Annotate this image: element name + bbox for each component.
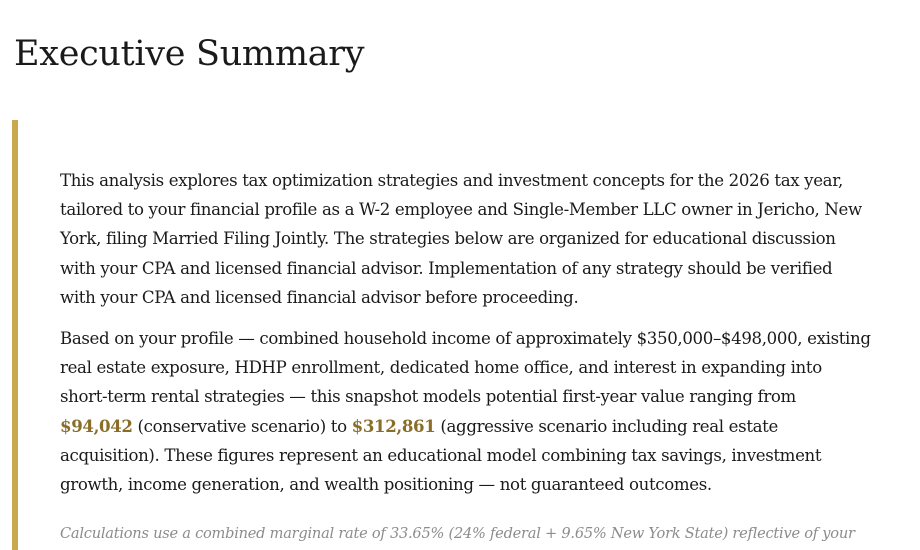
summary-paragraph-profile bbox=[60, 324, 872, 499]
page-title: Executive Summary bbox=[14, 34, 365, 74]
summary-paragraph-profile-text bbox=[60, 324, 872, 499]
summary-content bbox=[60, 166, 872, 547]
calculation-footnote: Calculations use a combined marginal rate of 33.65% (24% federal + 9.65% New York State) reflective of your bbox=[60, 525, 855, 543]
aggressive-value: $312,861 bbox=[351, 415, 436, 436]
profile-text-part1: Based on your profile — combined household income of approximately $350,000–$498,000, existing real estate exposure, HDHP enrollment, dedicated home office, and interest in expanding into short-term rental strategies — this snapshot models potential first-year value ranging from bbox=[60, 329, 871, 407]
profile-text-part2: (conservative scenario) to bbox=[132, 416, 352, 436]
summary-paragraph-intro-text: This analysis explores tax optimization strategies and investment concepts for the 2026 tax year, tailored to your financial profile as a W-2 employee and Single-Member LLC owner in Jericho, New York, filing Married Filing Jointly. The strategies below are organized for educational discussion with your CPA and licensed financial advisor. Implementation of any strategy should be verified with your CPA and licensed financial advisor before proceeding. bbox=[60, 171, 862, 307]
summary-paragraph-intro bbox=[60, 166, 872, 312]
profile-text-part3: (aggressive scenario including real estate acquisition). These figures represent an educational model combining tax savings, investment growth, income generation, and wealth positioning — not guaranteed outcomes. bbox=[60, 416, 822, 495]
executive-summary-callout bbox=[12, 120, 892, 550]
conservative-value: $94,042 bbox=[60, 415, 133, 436]
